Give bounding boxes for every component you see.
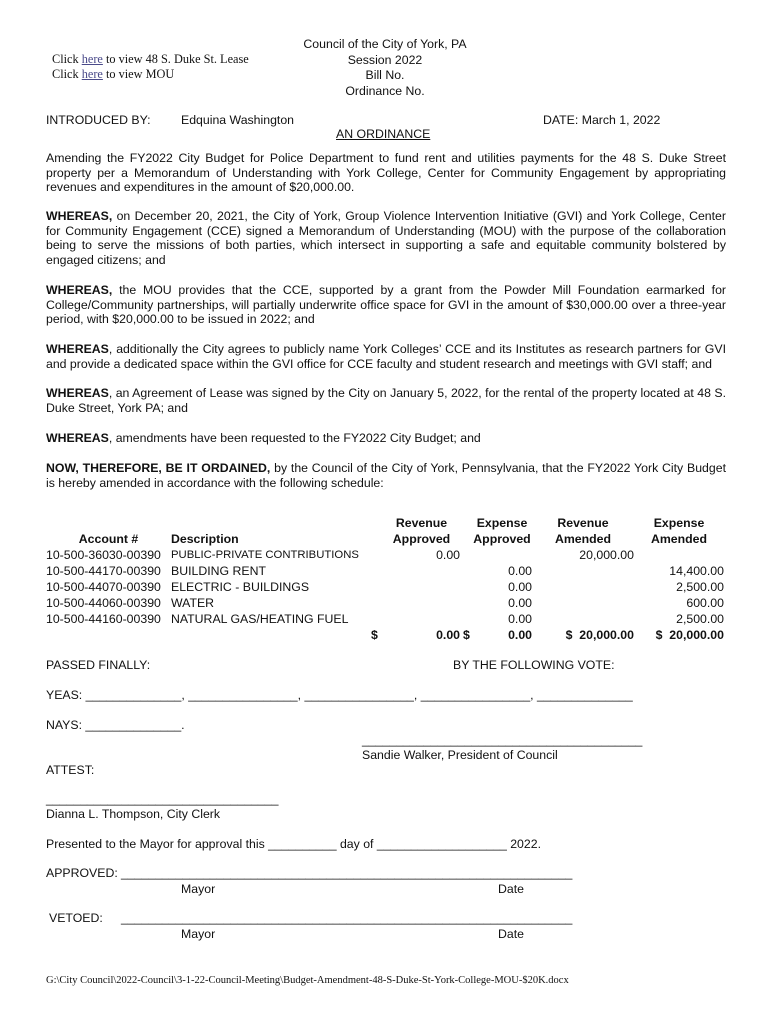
col-header-revenue-amended-1: Revenue (557, 516, 609, 530)
col-header-account: Account # (78, 532, 139, 546)
budget-schedule (46, 515, 724, 643)
total-currency-1: $ (371, 628, 378, 642)
whereas-paragraph-2: WHEREAS, the MOU provides that the CCE, supported by a grant from the Powder Mill Foundation earmarked for College/Community partnerships, will partially underwrite office space for GVI in the amount of $30,000.00 over a three-year period, with $20,000.00 to be issued in 2022; and (46, 283, 726, 327)
schedule-header-row-1 (46, 515, 724, 531)
president-signature-line: _________________________________________ (362, 733, 643, 747)
mou-link[interactable]: here (81, 67, 103, 81)
lease-link-line: Click here to view 48 S. Duke St. Lease (52, 52, 249, 66)
file-path-footer: G:\City Council\2022-Council\3-1-22-Council-Meeting\Budget-Amendment-48-S-Duke-St-York-College-MOU-$20K.docx (46, 975, 569, 986)
by-following-vote-label: BY THE FOLLOWING VOTE: (453, 658, 615, 672)
approved-mayor-label: Mayor (181, 882, 216, 896)
col-header-description: Description (171, 532, 239, 546)
table-row: 10-500-44160-00390 NATURAL GAS/HEATING FUEL 0.00 2,500.00 (46, 612, 724, 626)
whereas-paragraph-5: WHEREAS, amendments have been requested to the FY2022 City Budget; and (46, 431, 481, 445)
passed-finally-label: PASSED FINALLY: (46, 658, 151, 672)
ordinance-summary: Amending the FY2022 City Budget for Police Department to fund rent and utilities payments for the 48 S. Duke Street property per a Memorandum of Understanding with York College, Center for Community Engagement by appropriating revenues and expenditures in the amount of $20,000.00. (46, 151, 726, 195)
session-label: Session 2022 (347, 52, 423, 67)
table-row: 10-500-44170-00390 BUILDING RENT 0.00 14,400.00 (46, 564, 724, 578)
bill-number: Bill No. (365, 68, 405, 82)
col-header-expense-amended-2: Amended (650, 532, 708, 546)
whereas-paragraph-4: WHEREAS, an Agreement of Lease was signed by the City on January 5, 2022, for the rental of the property located at 48 S. Duke Street, York PA; and (46, 386, 726, 415)
schedule-table (46, 515, 724, 643)
total-revenue-approved: 0.00 (436, 628, 460, 642)
col-header-revenue-approved-1: Revenue (395, 516, 448, 530)
col-header-expense-amended-1: Expense (653, 516, 705, 530)
col-header-expense-approved-2: Approved (473, 532, 531, 546)
attest-label: ATTEST: (46, 763, 95, 777)
introduced-by-label: INTRODUCED BY: (46, 113, 151, 127)
ordinance-date: DATE: March 1, 2022 (543, 113, 661, 127)
vetoed-label: VETOED: (49, 911, 103, 925)
total-revenue-amended: $ 20,000.00 (565, 628, 634, 642)
approved-date-label: Date (498, 882, 524, 896)
total-currency-2: $ (463, 628, 470, 642)
vetoed-signature-line: __________________________________________________________________ (121, 911, 573, 925)
table-row: 10-500-36030-00390 PUBLIC-PRIVATE CONTRIBUTIONS 0.00 20,000.00 (46, 548, 634, 562)
presented-to-mayor: Presented to the Mayor for approval this __________ day of ___________________ 2022. (46, 837, 541, 851)
nays-line: NAYS: ______________. (46, 718, 185, 732)
col-header-revenue-approved-2: Approved (392, 532, 451, 546)
clerk-signature-line: __________________________________ (46, 792, 279, 806)
lease-link[interactable]: here (81, 52, 103, 66)
document-header (250, 37, 520, 99)
ordinance-heading: AN ORDINANCE (336, 127, 431, 141)
table-row: 10-500-44070-00390 ELECTRIC - BUILDINGS 0.00 2,500.00 (46, 580, 724, 594)
introduced-by-name: Edquina Washington (181, 113, 295, 127)
yeas-line: YEAS: ______________, ________________, ________________, ________________, ______________ (46, 688, 633, 702)
vetoed-mayor-label: Mayor (181, 927, 216, 941)
approved-label: APPROVED: (46, 866, 118, 880)
totals-row (46, 627, 724, 643)
clerk-name: Dianna L. Thompson, City Clerk (46, 807, 221, 821)
schedule-header-row-2 (46, 531, 724, 547)
document-links (52, 52, 249, 82)
approved-signature-line: __________________________________________________________________ (121, 866, 573, 880)
total-expense-amended: $ 20,000.00 (655, 628, 724, 642)
president-name: Sandie Walker, President of Council (362, 748, 558, 762)
whereas-paragraph-1: WHEREAS, on December 20, 2021, the City of York, Group Violence Intervention Initiative (GVI) and York College, Center for Community Engagement (CCE) signed a Memorandum of Understanding (MOU) with the purpose of the collaboration being to serve the missions of both parties, which intersect in supporting a safe and equitable community bolstered by engaged citizens; and (46, 209, 726, 267)
col-header-expense-approved-1: Expense (476, 516, 528, 530)
ordained-paragraph: NOW, THEREFORE, BE IT ORDAINED, by the Council of the City of York, Pennsylvania, that the FY2022 York City Budget is hereby amended in accordance with the following schedule: (46, 461, 726, 490)
whereas-paragraph-3: WHEREAS, additionally the City agrees to publicly name York Colleges’ CCE and its Institutes as research partners for GVI and provide a dedicated space within the GVI office for CCE faculty and student research and meetings with GVI staff; and (46, 342, 726, 371)
vetoed-date-label: Date (498, 927, 524, 941)
total-expense-approved: 0.00 (508, 628, 532, 642)
table-row: 10-500-44060-00390 WATER 0.00 600.00 (46, 596, 724, 610)
ordinance-number: Ordinance No. (345, 83, 425, 98)
col-header-revenue-amended-2: Amended (554, 532, 612, 546)
council-title: Council of the City of York, PA (303, 37, 467, 51)
mou-link-line: Click here to view MOU (52, 67, 175, 81)
